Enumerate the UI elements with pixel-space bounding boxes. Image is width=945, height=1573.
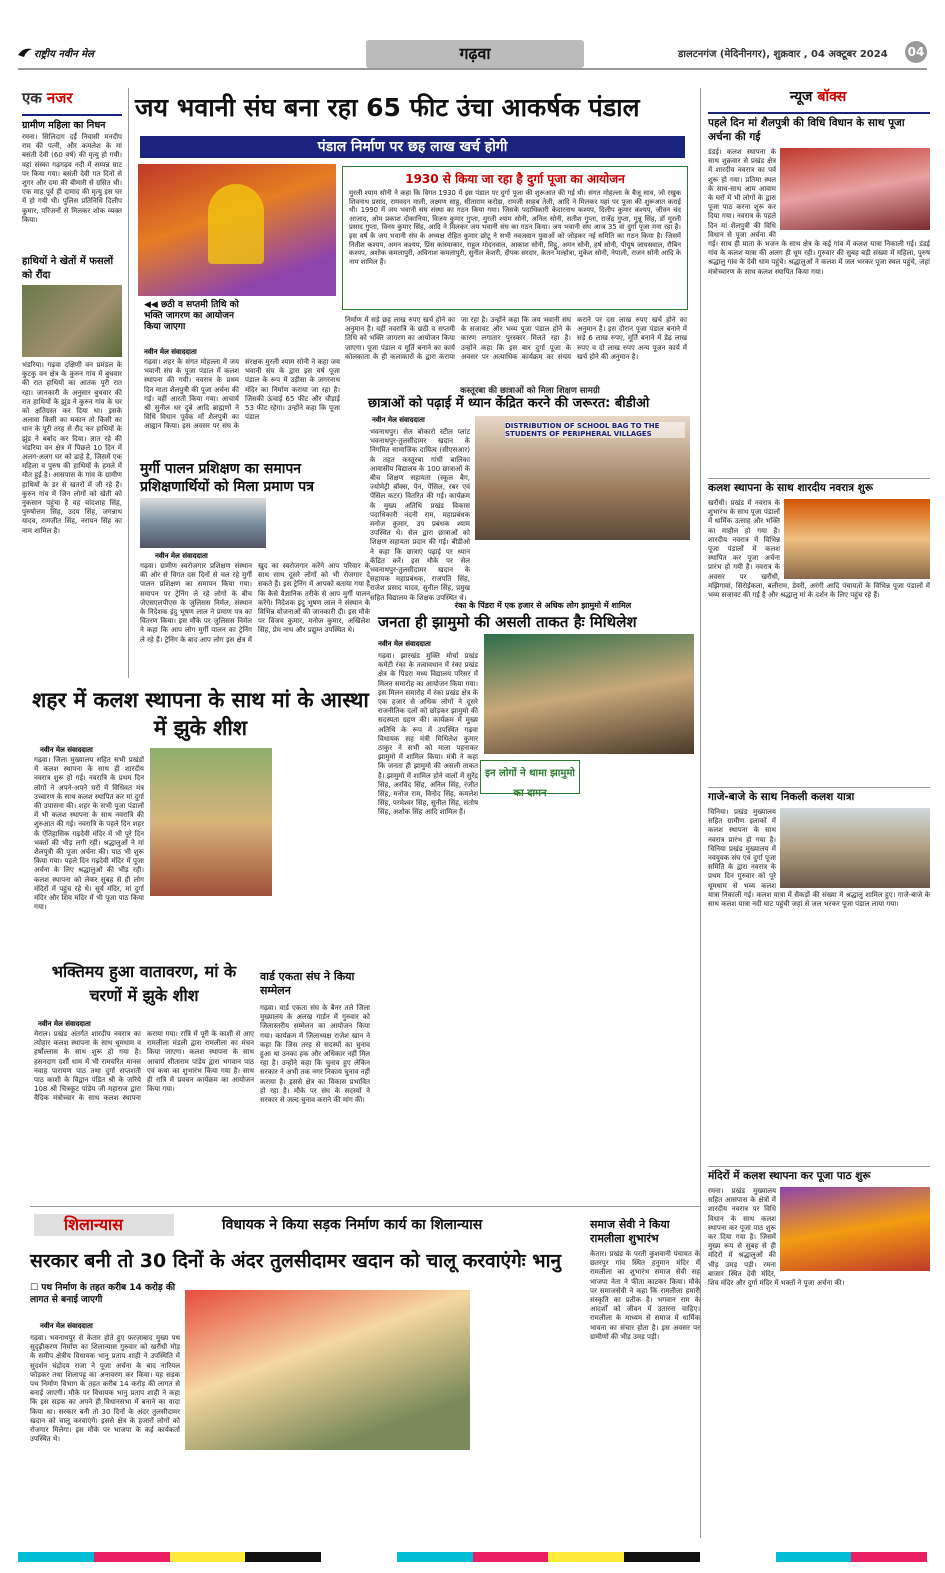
lead-box-title: 1930 से किया जा रहा है दुर्गा पूजा का आयोजन (405, 172, 625, 186)
lead-col1-start: गढ़वा। शहर के संगत मोहल्ला में जय भवानी संघ के पूजा पंडाल में कलश स्थापना की गयी। नवरात्र के प्रथम दिन माता शैलपुत्री की पूजा अर्चना की गई। वहीं आरती किया गया। आचार्य श्री सुनील धर दुबे आदि ब्राह्मणों ने विधि विधान पूर्वक माँ शैलपुत्री का आह्वान किया। इस अवसर पर संघ के संरक्षक मुरली श्याम सोनी ने कहा जय भवानी संघ के द्वारा इस वर्ष पूजा पंडाल के रूप में उड़ीसा के जगरनाथ मंदिर का निर्माण कराया जा रहा है। जिसकी ऊंचाई 65 फीट और चौड़ाई 53 फीट रहेगा। उन्होंने कहा कि पूजा पंडाल (144, 358, 340, 431)
news-item-body: चिनिया। प्रखंड मुख्यालय सहित ग्रामीण इलाकों में कलश स्थापना के साथ नवरात्र प्रारंभ हो गया है। चिनिया प्रखंड मुख्यालय में नवयुवक संघ एवं दुर्गा पूजा समिति के द्वारा नवरात्र के प्रथम दिन गुरुवार को पूरे धूमधाम से भव्य कलश यात्रा निकाली गई। कलश यात्रा में सैकड़ों की संख्या में श्रद्धालु शामिल हुए। गाजे-बाजे के साथ कलश यात्रा नदी घाट पहुंची जहां से जल भरकर पूजा पंडाल लाया गया। (708, 808, 930, 909)
lead-headline: जय भवानी संघ बना रहा 65 फीट उंचा आकर्षक पंडाल (135, 93, 640, 122)
column-divider (128, 88, 129, 678)
ek-nazar-item-body: भंडरिया। गढ़वा दक्षिणी वन प्रमंडल के कुटकु वन क्षेत्र के कुरुन गांव में बुधवार की रात हाथियों का आतंक पूरी रात रहा। जानकारी के अनुसार बुधवार की रात हाथियों के झुंड ने कुरुन गांव के घर को क्षतिग्रस्त कर दिया था। इसके अलावा किसी का मकान तो किसी का धान के पूरी तरह से रौंद कर हाथियों के झुंड ने बर्बाद कर दिया। ज्ञात रहे की भंडरिया वन क्षेत्र में पिछले 10 दिन में अलग-अलग घर को ढाहे है, जिसमें एक महिला व पुरुष की हाथियों के हमले में मौत हुई है। आसपास के गांव के ग्रामीण हाथियों के डर से खतरों में जी रहे हैं। कुरुन गांव में जिन लोगों को खेती को नुकसान पहुंचा है वह चांदशाह सिंह, पुरुषोत्तम सिंह, उदय सिंह, जगन्नाथ यादव, रामजीत सिंह, नरायन सिंह का नाम शामिल है। (22, 361, 122, 535)
shilanyas-body-cont2 (476, 1290, 586, 1535)
kalash-yatra-photo (780, 808, 930, 888)
shilanyas-kicker: ☐ पथ निर्माण के तहत करीब 14 करोड़ की लागत से बनाई जाएगी (30, 1283, 176, 1305)
murgi-body: गढ़वा। ग्रामीण स्वरोजगार प्रशिक्षण संस्थान की ओर से विगत दस दिनों से चल रहे मुर्गी पालन प्रशिक्षण का समापन किया गया। समापन पर ट्रेनिंग ले रहे लोगो के बीच जेएसएलपीएस के जुलिसस निर्मल, संस्थान के निदेशक इंदु भूषण लाल ने प्रमाण पत्र का वितरण किया। इस मौके पर जुलिसस निर्मल ने कहा कि आप लोग मुर्गी पालन का ट्रेनिंग ले रहे हैं। ट्रेनिंग के बाद आप लोग इस क्षेत्र में खुद का स्वरोजगार करेंगे आप परिवार के साथ साथ दूसरे लोगों को भी रोजगार दे सकते हैं। इस ट्रेनिंग में आपको बताया गया है कि कैसे वैज्ञानिक तरीके से आप मुर्गी पालन करेंगे। निदेशक इंदु भूषण लाल ने संस्थान के विभिन्न योजनाओं की जानकारी दी। इस मौके पर विजय कुमार, मनोज कुमार, अखिलेश सिंह, प्रेम नाथ और प्रद्युम्न उपस्थित थे। (140, 562, 370, 644)
chhatron-kicker: कस्तूरबा की छात्राओं को मिला शिक्षण सामग्री (460, 386, 600, 396)
lead-caption: ◀◀ छठी व सप्तमी तिथि को भक्ति जागरण का आयोजन किया जाएगा (144, 300, 239, 332)
shilanyas-label: शिलान्यास (34, 1214, 174, 1236)
janata-headline: जनता ही झामुमो की असली ताकत हैः मिथिलेश (378, 613, 637, 631)
elephant-damage-photo (22, 285, 122, 357)
murgi-photo (140, 498, 266, 548)
chhatron-body: भवनाथपुर। सेल बोकारो स्टील प्लांट भवनाथपुर-तुलसीदामर खदान के निगमित सामाजिक दायित्व (सीएसआर) के तहत कस्तूरबा गांधी बालिका आवासीय विद्यालय के 100 छात्राओं के बीच शिक्षण सहायता (स्कूल बैग, ज्योमेट्री बॉक्स, पेन, पेंसिल, रबर एवं पेंसिल कटर) वितरित की गई। कार्यक्रम के मुख्य अतिथि प्रखंड विकास पदाधिकारी नंदनी राम, महाप्रबंधक मनोज कुमार, उप प्रबंधक श्याम उपस्थित थे। सेल द्वारा छात्राओं को शिक्षण सहायता प्रदान की गई। बीडीओ ने कहा कि छात्राएं पढ़ाई पर ध्यान केंद्रित करें। इस मौके पर सेल भवनाथपुर-तुलसीदामर खदान के सहायक महाप्रबंधक, राजपति सिंह, राजेश प्रसाद यादव, सुनील सिंह, प्रमुख सहित विद्यालय के शिक्षक उपस्थित थे। (370, 428, 470, 602)
section-divider (30, 1206, 700, 1207)
color-registration-strip (18, 1552, 927, 1562)
shilanyas-photo (185, 1290, 470, 1450)
masthead (18, 40, 927, 70)
lead-subhead: पंडाल निर्माण पर छह लाख खर्च होगी (140, 136, 685, 158)
bhakti-byline: नवीन मेल संवाददाता (38, 1020, 91, 1028)
durga-pandal-photo (138, 164, 336, 296)
ek-nazar-column (22, 88, 122, 588)
janata-kicker: रंका के पिंडरा में एक हजार से अधिक लोग झामुमो में शामिल (454, 601, 632, 610)
shahar-byline: नवीन मेल संवाददाता (40, 746, 93, 754)
shailputri-photo (780, 148, 930, 230)
caption-bullet-icon: ◀◀ (144, 300, 161, 310)
chhatron-photo (475, 416, 690, 540)
samaj-body: केतार। प्रखंड के परती कुशवानी पंचायत के छतरपुर गांव स्थित हनुमान मंदिर में रामलीला का शुभारंभ समाज सेवी सह भाजपा नेता ने फीता काटकर किया। मौके पर समाजसेवी ने कहा कि रामलीला हमारी संस्कृति का प्रतीक है। भगवान राम के आदर्शों को जीवन में उतारना चाहिए। रामलीला के माध्यम से समाज में धार्मिक भावना का संचार होता है। इस अवसर पर ग्रामीणों की भीड़ उमड़ पड़ी। (590, 1250, 700, 1341)
ek-nazar-label: एक नजर (22, 89, 73, 107)
news-item-body: खरौंधी। प्रखंड में नवरात्र के शुभारंभ के साथ पूजा पंडालों में धार्मिक उत्साह और भक्ति का माहौल हो गया है। शारदीय नवरात्र में विभिन्न पूजा पंडालों में कलश स्थापित कर पूजा अर्चना प्रारंभ हो गयी है। नवरात्र के अवसर पर खरौंधी, मझिगावां, सिरोईकला, बलीराम, डेवरी, अरंगी आदि पंचायतों के विभिन्न पूजा पंडालों में भव्य सजावट की गई है और श्रद्धालु मां के दर्शन के लिए पहुंच रहे हैं। (708, 499, 930, 600)
ward-headline: वार्ड एकता संघ ने किया सम्मेलन (260, 970, 355, 997)
samaj-headline: समाज सेवी ने किया रामलीला शुभारंभ (590, 1218, 670, 1245)
news-item-body: डंडई। कलश स्थापना के साथ शुक्रवार से प्रखंड क्षेत्र में शारदीय नवरात्र का पर्व शुरू हो गया। प्रतिमा स्थल के साथ-साथ आम आवाम के घरों में भी लोगों के द्वारा पूजा पाठ करना शुरू कर दिया गया। नवरात्र के पहले दिन मां शैलपुत्री की विधि विधान से पूजा अर्चना की गई। साथ ही माता के भजन के साथ क्षेत्र के कई गांव में कलश यात्रा निकाली गई। डंडई गांव के कलश यात्रा की अलग ही धूम रही। गुरुवार की सुबह बड़ी संख्या में महिला, पुरुष श्रद्धालु गांव के देवी धाम पहुंचे। श्रद्धालुओं ने कलश में जल भरकर पूजा स्थल पहुंचे, जहां मंत्रोच्चारण के साथ कलश स्थापित किया गया। (708, 148, 930, 276)
shahar-body-cont (276, 748, 371, 948)
chhatron-byline: नवीन मेल संवाददाता (372, 416, 425, 424)
shilanyas-headline2: सरकार बनी तो 30 दिनों के अंदर तुलसीदामर खदान को चालू करवाएंगेः भानु (30, 1250, 562, 1272)
shahar-headline: शहर में कलश स्थापना के साथ मां के आस्था में झुके शीश (32, 688, 369, 740)
news-box-label: न्यूज बॉक्स (789, 89, 847, 105)
lead-box (342, 166, 688, 310)
news-item-body: रमना। प्रखंड मुख्यालय सहित आसपास के क्षेत्रों में शारदीय नवरात्र पर विधि विधान के साथ कलश स्थापना कर पूजा पाठ शुरू कर दिया गया है। जिसमें मुख्य रूप से सुबह से ही मंदिरों में श्रद्धालुओं की भीड़ उमड़ पड़ी। रमना बाजार स्थित देवी मंदिर, शिव मंदिर और दुर्गा मंदिर में भक्तों ने पूजा अर्चना की। (708, 1187, 845, 1288)
shahar-body: गढ़वा। जिला मुख्यालय सहित सभी प्रखंडों में कलश स्थापना के साथ ही शारदीय नवरात्र शुरू हो गई। नवरात्रि के प्रथम दिन लोगों ने अपने-अपने घरों में विधिवत मंत्र उच्चारण के साथ कलश स्थापित कर मां दुर्गा की उपासना की। शहर के सभी पूजा पंडालों में भी कलश स्थापना के साथ नवरात्रि की शुरुआत की गई। नवरात्रि के पहले दिन शहर के ऐतिहासिक गढ़देवी मंदिर में भी पूरे दिन भक्तों की भीड़ लगी रही। श्रद्धालुओं ने मां शैलपुत्री की पूजा अर्चना की। पाठ भी शुरू किया गया। पहले दिन गढ़देवी मंदिर में पूजा अर्चना के लिए श्रद्धालुओं की भीड़ रही। कलश स्थापना को लेकर सुबह से ही लोग मंदिरों में पहुंच रहे थे। सूर्य मंदिर, मां दुर्गा मंदिर और शिव मंदिर में भी पूजा पाठ किया गया। (34, 756, 144, 912)
kalash-photo (150, 748, 272, 896)
janata-box: इन लोगों ने थामा झामुमो का दामन (480, 760, 580, 794)
news-item-title: गाजे-बाजे के साथ निकली कलश यात्रा (708, 787, 930, 804)
dateline: डालटनगंज (मेदिनीनगर), शुक्रवार , 04 अक्टूबर 2024 (678, 49, 888, 60)
mandir-photo (780, 1187, 930, 1271)
ek-nazar-item-title: ग्रामीण महिला का निधन (22, 114, 122, 131)
navratra-photo (784, 499, 930, 579)
shilanyas-headline1: विधायक ने किया सड़क निर्माण कार्य का शिलान्यास (222, 1217, 483, 1233)
chhatron-headline: छात्राओं को पढ़ाई में ध्यान केंद्रित करने की जरूरत: बीडीओ (368, 396, 650, 411)
janata-body: गढ़वा। झारखंड मुक्ति मोर्चा प्रखंड कमेटी रंका के तत्वावधान में रंका प्रखंड क्षेत्र के पिंडरा मध्य विद्यालय परिसर में मिलन समारोह का आयोजन किया गया। इस मिलन समारोह में रंका प्रखंड क्षेत्र के एक हजार से अधिक लोगों ने दूसरे राजनीतिक दलों को छोड़कर झामुमो की सदस्यता ग्रहण की। कार्यक्रम में मुख्य अतिथि के रूप में उपस्थित गढ़वा विधायक सह मंत्री मिथिलेश कुमार ठाकुर ने सभी को माला पहनाकर झामुमो में शामिल किया। मंत्री ने कहा कि जनता ही झामुमो की असली ताकत है। झामुमो में शामिल होने वालों में सुरेंद्र सिंह, अरविंद सिंह, अनिल सिंह, रंजीत सिंह, मनोज राम, विनोद सिंह, कमलेश सिंह, परमेश्वर सिंह, सुनील सिंह, संतोष सिंह, अशोक सिंह आदि शामिल हैं। (378, 652, 478, 817)
murgi-headline: मुर्गी पालन प्रशिक्षण का समापन प्रशिक्षणार्थियों को मिला प्रमाण पत्र (140, 461, 314, 495)
news-item-title: कलश स्थापना के साथ शारदीय नवरात्र शुरू (708, 478, 930, 495)
column-divider (700, 88, 701, 1538)
news-box-column (708, 112, 930, 1542)
lead-box-body: मुरली श्याम सोनी ने कहा कि विगत 1930 में इस पंडाल पर दुर्गा पूजा की शुरूआत की गई थी। संगत मोहल्ला के बैजू साव, जो रखुक शिवनाथ प्रसाद, रामवदन माली, लक्ष्मण साहू, सीताराम करोड़ा, रामजी साहब तेली, आदि ने मिलकर यहां पर पूजा की शुरूआत कराई थी। 1990 में जय भवानी संघ संस्था का गठन किया गया। जिसके पदाधिकारी केदारनाथ कश्यप, दिलीप कुमार कश्यप, जीवन चंद आजाद, ओम प्रकाश दोकानिया, विजय कुमार गुप्ता, मुरली श्याम सोनी, अनिल सोनी, सतीश गुप्ता, राजेंद्र गुप्ता, मुन्नू सिंह, डॉ मुरली प्रसाद गुप्ता, विनय कुमार सिंह, आदि ने मिलकर जय भवानी संघ का गठन किया। जय भवानी संघ आज 35 वां दुर्गा पूजा मना रहा है। इस वर्ष के जय भवानी संघ के अध्यक्ष रोहित कुमार छोटू ने सभी नवजवान युवाओं को जोड़कर नई समिति का गठन किया है। जिसमें नितीश कश्यप, अमन कश्यप, प्रिंस कांस्याकार, राहुल मोदनवाल, आकाश सोनी, मिट्ठू, अमन सोनी, हर्ष सोनी, पीयूष जायसवाल, रौबिन कश्यप, अशोक कमलापुरी, अविनाश कमलापुरी, सुनील केशरी, दीपक सरदार, केतन मल्होत्रा, मुकेश सोनी, नेपाली, राजन सोनी आदि के नाम शामिल हैं। (349, 189, 681, 266)
bhakti-body: मेराल। प्रखंड अंतर्गत शारदीय नवरात्र का त्योहार कलश स्थापना के साथ धूमधाम व हर्षोल्लास के साथ शुरू हो गया है। हसनदाग दर्शी धाम में भी रामचरित मानस नवाह पारायण पाठ तथा दुर्गा सप्तशती पाठ काशी के विद्वान पंडित श्री के जरिये 108 श्री चित्रकूट पांडेय जी महाराज द्वारा वैदिक मंत्रोच्चार के साथ कलश स्थापना कराया गया। रात्रि में पूरी के काशी से आए रामलीला मंडली द्वारा रामलीला का मंचन किया जाएगा। कलश स्थापना के साथ आचार्य सीताराम पांडेय द्वारा भगवान पाठ एवं कथा का शुभारंभ किया गया है। साथ ही रात्रि में प्रवचन कार्यक्रम का आयोजन किया गया। (34, 1030, 254, 1103)
bird-logo-icon (18, 44, 32, 56)
lead-col2: निर्माण में सड़े छह लाख रुपए खर्च होने का अनुमान है। वहीं नवरात्रि के छठी व सप्तमी तिथि को भक्ति जागरण का आयोजन किया जाएगा। पूजा पंडाल व मूर्ति बनाने का कार्य कोलकाता के ही कलाकारों के द्वारा कराया जा रहा है। उन्होंने कहा कि जय भवानी संघ के सजावट और भव्य पूजा पंडाल होने के कारण लगातार पुरस्कार मिलते रहा है। उन्होंने कहा कि इस बार दुर्गा पूजा के अवसर पर अत्याधिक कार्यक्रम का संचय कराने पर दस लाख रुपए खर्च होने का अनुमान है। इस दौरान पूजा पंडाल बनाने में सड़े 6 लाख रुपए, मूर्ति बनाने में डेढ़ लाख रुपए व दो लाख रुपए अन्य पूजन कार्य में खर्च होने की अनुमान है। (345, 316, 687, 361)
section-tab: गढ़वा (366, 40, 584, 68)
ek-nazar-item-body: रमना। सिलिदाग दर्ई निवासी मनदीप राम की पत्नी, और कमलेश के मां बसंती देवी (60 वर्ष) की मृत्यु हो गयी। वहां संस्का गढ़गढ़व नदी में सम्पन्न घाट पर किया गया। बसंती देवी गत दिनों से शुगर और दमा की बीमारी से ग्रसित थी। एक माह पूर्व ही दामाद की मृत्यु इस घर में हो गयी थी। पुलिस प्रतिनिधि दिलीप कुमार, परिजनों से मिलकर शोक व्यक्त किया। (22, 133, 122, 224)
shilanyas-body-cont (185, 1456, 470, 1536)
news-item-title: पहले दिन मां शैलपुत्री की विधि विधान के साथ पूजा अर्चना की गई (708, 112, 930, 144)
page-number: 04 (905, 41, 927, 63)
janata-byline: नवीन मेल संवाददाता (378, 640, 431, 648)
chhatron-body-cont (475, 546, 690, 596)
lead-byline: नवीन मेल संवाददाता (144, 348, 197, 356)
bhakti-headline: भक्तिमय हुआ वातावरण, मां के चरणों में झुके शीश (51, 962, 237, 1005)
school-bag-banner: DISTRIBUTION OF SCHOOL BAG TO THE STUDENTS OF PERIPHERAL VILLAGES (505, 422, 685, 438)
shilanyas-byline: नवीन मेल संवाददाता (40, 1322, 93, 1330)
shilanyas-body: गढ़वा। भवनाथपुर से केतार होते हुए फ़रज़ाबाद मुख्य पथ सुदृढ़ीकरण निर्माण का शिलान्यास गुरुवार को खरौंधी मोड़ के समीप क्षेत्रीय विधायक भानु प्रताप शाही ने उपस्थिति में सुदर्शन चंद्रोदय राजा ने पूजा अर्चना के बाद नारियल फोड़कर तथा शिलापट्ट का अनावरण कर किया। यह सड़क पथ निर्माण विभाग के तहत करीब 14 करोड़ की लागत से बनाई जाएगी। मौके पर विधायक भानु प्रताप शाही ने कहा कि इस सड़क का अपने ही विधानसभा में बनाने का वादा किया था। सरकार बनी तो 30 दिनों के अंदर तुलसीदामर खदान को चालू करवाएंगे। इससे क्षेत्र के हजारों लोगों को रोजगार मिलेगा। इस मौके पर भाजपा के कई कार्यकर्ता उपस्थित थे। (30, 1334, 180, 1444)
news-item-title: मंदिरों में कलश स्थापना कर पूजा पाठ शुरू (708, 1166, 930, 1183)
ek-nazar-item-title: हाथियों ने खेतों में फसलों को रौंदा (22, 256, 114, 281)
ward-body: गढ़वा। वार्ड एकता संघ के बैनर तले जिला मुख्यालय के अलख गार्डन में गुरुवार को जिलास्तरीय सम्मेलन का आयोजन किया गया। कार्यक्रम में जिलाध्यक्ष राजेश खान ने कहा कि जिस तरह से सदस्यों का चुनाव हुआ था उनका हक और अधिकार नहीं मिल रहा है। उन्होंने कहा कि चुनाव हुए लेकिन सरकार ने अभी तक नगर निकाय चुनाव नहीं कराया है। इससे क्षेत्र का विकास प्रभावित हो रहा है। मौके पर संघ के सदस्यों ने सरकार से जल्द चुनाव कराने की मांग की। (260, 1004, 370, 1105)
paper-name: राष्ट्रीय नवीन मेल (34, 49, 94, 60)
janata-photo (484, 634, 694, 754)
murgi-byline: नवीन मेल संवाददाता (155, 552, 208, 560)
kicker-square-icon: ☐ (30, 1283, 42, 1293)
